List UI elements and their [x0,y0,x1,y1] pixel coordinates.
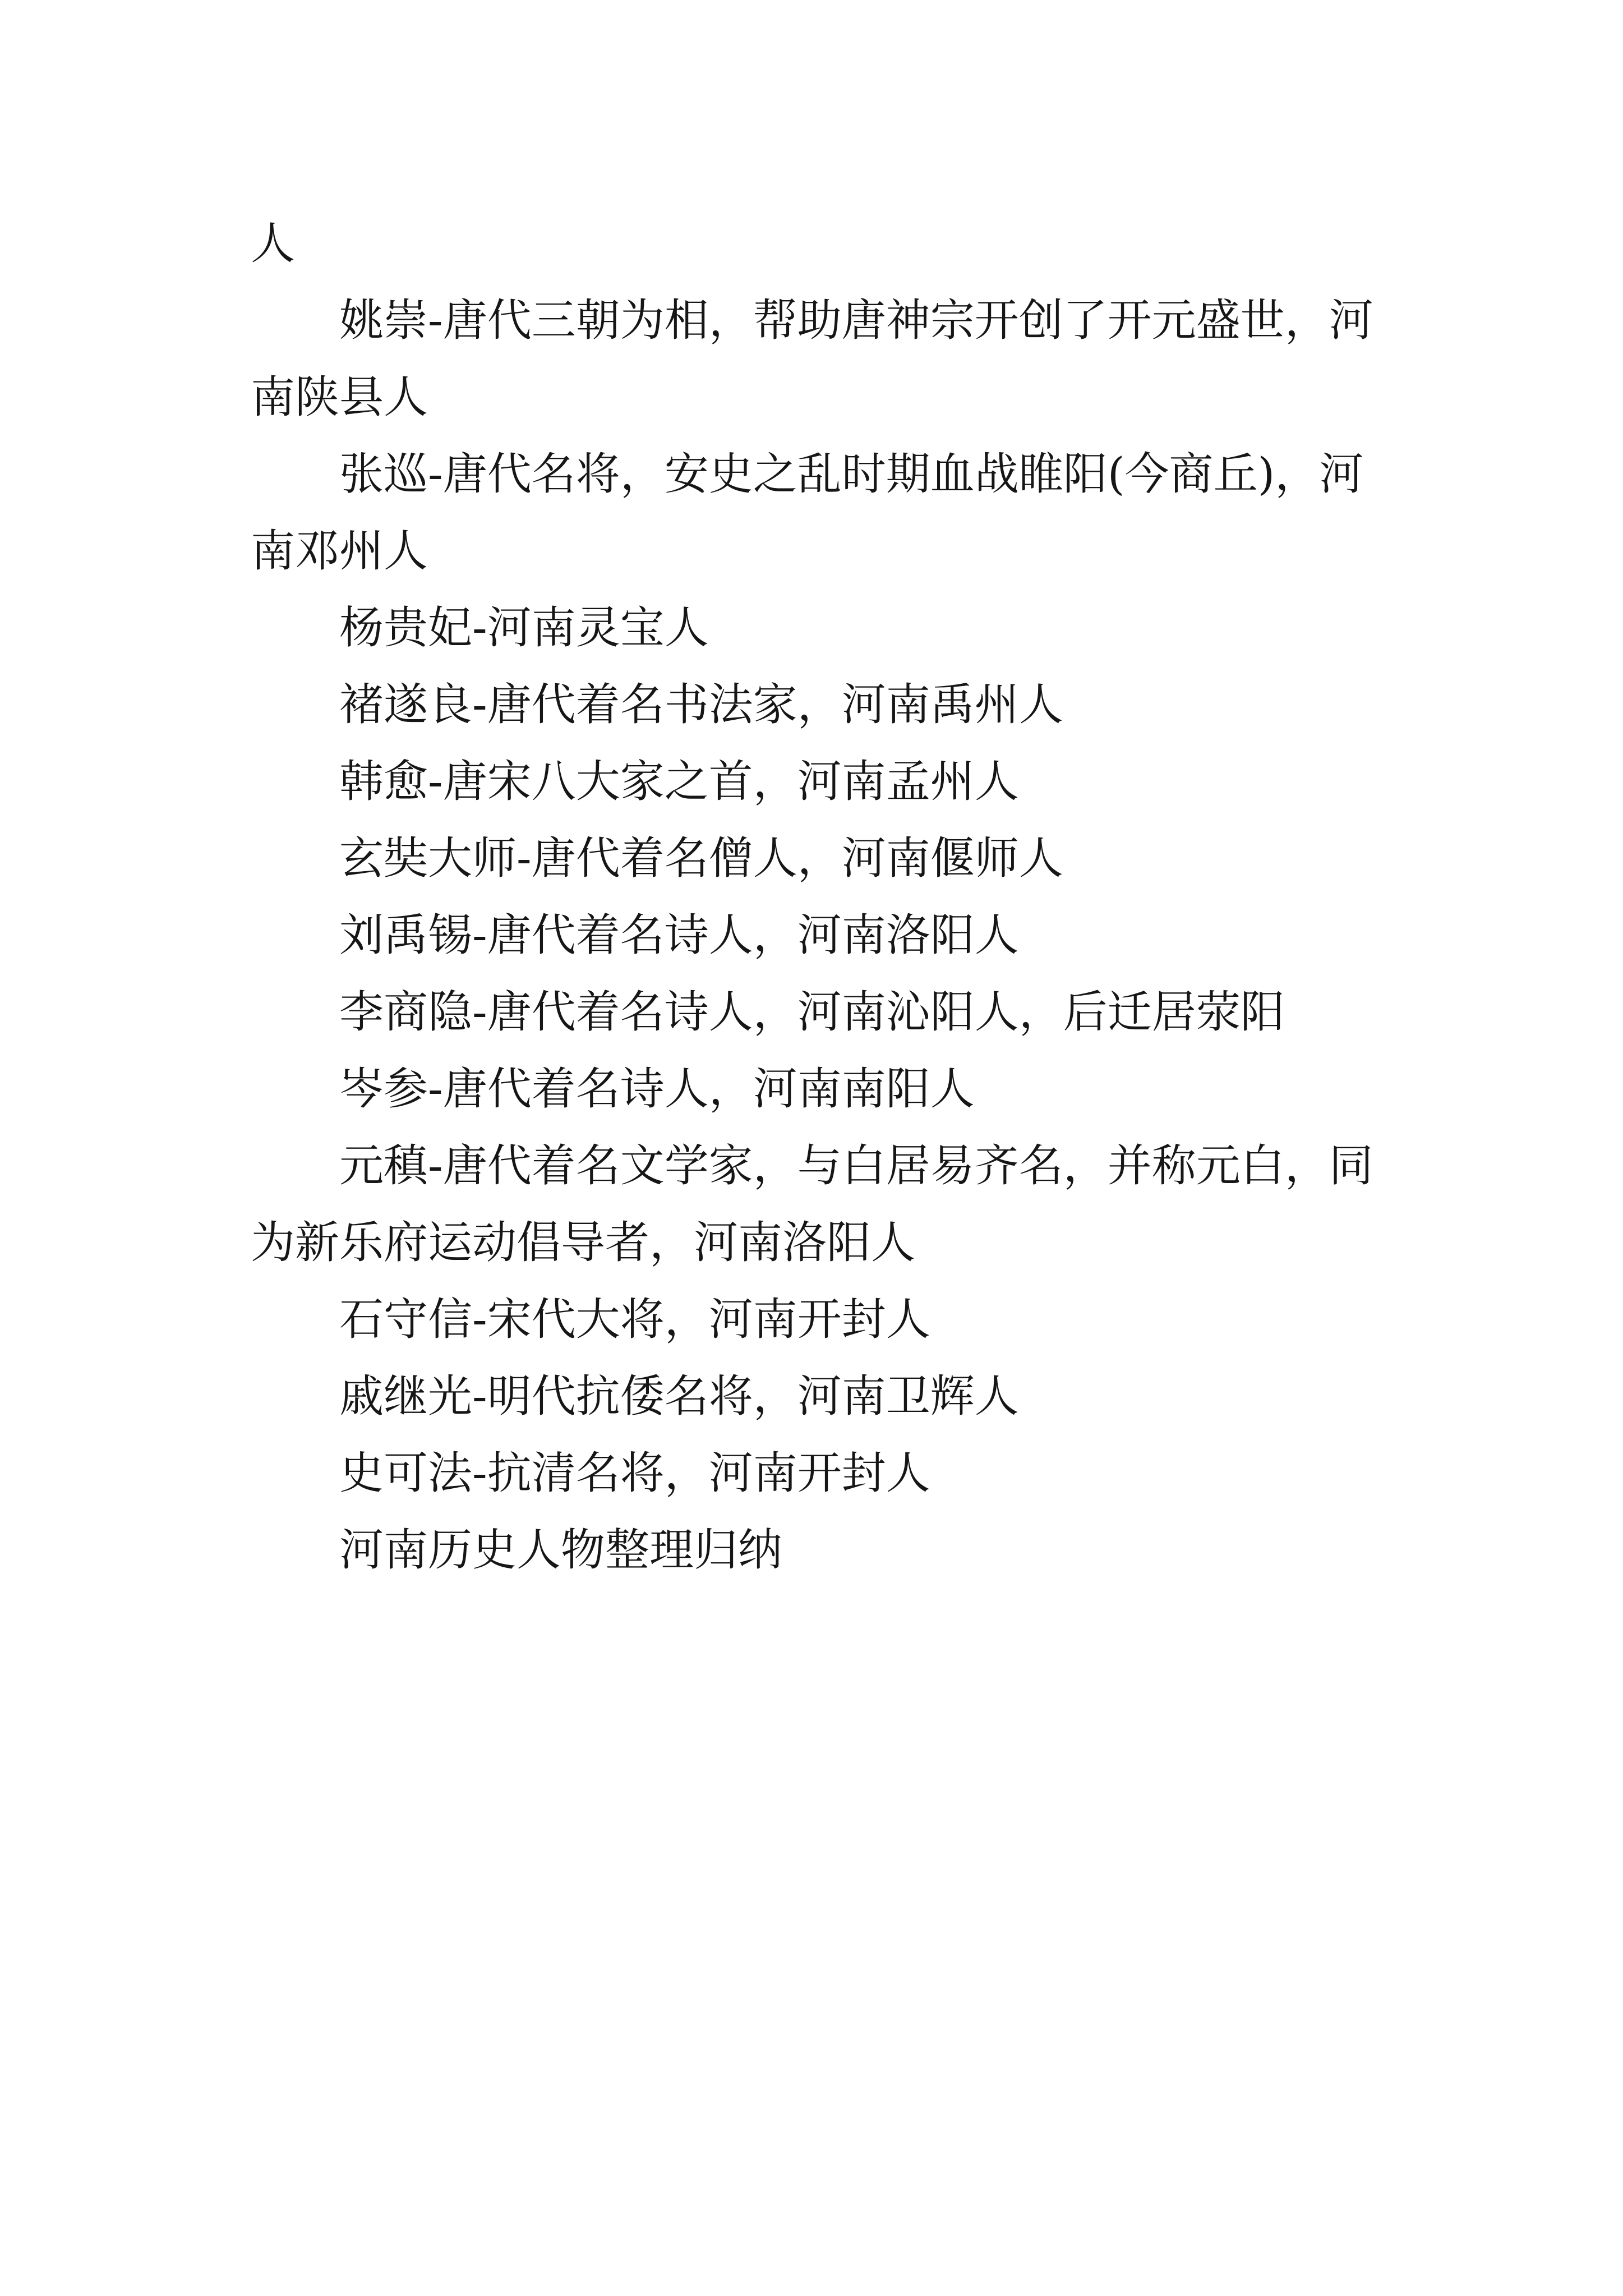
paragraph-line: 韩愈-唐宋八大家之首，河南孟州人 [339,756,1019,807]
paragraph-line: 玄奘大师-唐代着名僧人，河南偃师人 [339,832,1063,884]
paragraph-shi-kefa [251,1435,1395,1512]
paragraph-line: 杨贵妃-河南灵宝人 [339,602,709,654]
paragraph-line: 戚继光-明代抗倭名将，河南卫辉人 [339,1370,1019,1422]
paragraph-closing-note [251,1512,1395,1589]
paragraph-line: 岑参-唐代着名诗人，河南南阳人 [339,1063,975,1115]
paragraph-continuation [251,205,1395,282]
paragraph-line: 南陕县人 [251,371,428,423]
paragraph-line: 李商隐-唐代着名诗人，河南沁阳人，后迁居荥阳 [339,986,1285,1038]
paragraph-line: 石守信-宋代大将，河南开封人 [339,1294,930,1345]
paragraph-line: 南邓州人 [251,525,428,577]
paragraph-yao-chong [251,282,1395,436]
paragraph-chu-suiliang [251,666,1395,743]
paragraph-line: 史可法-抗清名将，河南开封人 [339,1447,930,1499]
paragraph-line: 元稹-唐代着名文学家，与白居易齐名，并称元白，同 [339,1140,1373,1191]
paragraph-liu-yuxi [251,897,1395,974]
paragraph-li-shangyin [251,974,1395,1051]
paragraph-line: 河南历史人物整理归纳 [339,1524,782,1576]
paragraph-cen-shen [251,1051,1395,1128]
paragraph-line: 人 [251,218,295,269]
paragraph-han-yu [251,743,1395,820]
paragraph-line: 刘禹锡-唐代着名诗人，河南洛阳人 [339,909,1019,961]
paragraph-yang-guifei [251,590,1395,666]
paragraph-yuan-zhen [251,1128,1395,1281]
paragraph-line: 张巡-唐代名将，安史之乱时期血战睢阳(今商丘)，河 [339,448,1364,500]
paragraph-qi-jiguang [251,1358,1395,1435]
paragraph-line: 褚遂良-唐代着名书法家，河南禹州人 [339,679,1063,730]
document-body [251,205,1395,1589]
paragraph-xuanzang [251,820,1395,897]
paragraph-shi-shouxin [251,1281,1395,1358]
paragraph-zhang-xun [251,436,1395,590]
paragraph-line: 为新乐府运动倡导者，河南洛阳人 [251,1217,915,1268]
paragraph-line: 姚崇-唐代三朝为相，帮助唐神宗开创了开元盛世，河 [339,295,1373,346]
